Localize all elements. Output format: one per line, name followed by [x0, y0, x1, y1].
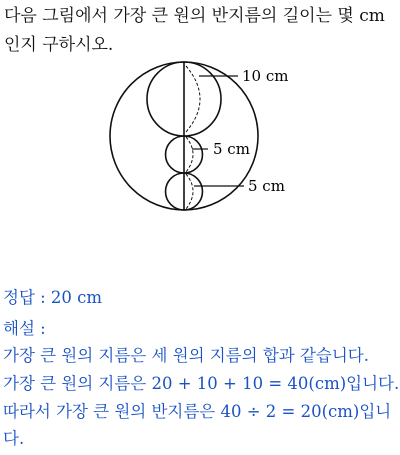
label-5cm-upper: 5 cm — [213, 140, 250, 158]
explanation-line-3: 따라서 가장 큰 원의 반지름은 40 ÷ 2 = 20(cm)입니 — [3, 402, 392, 421]
explanation-heading: 해설 : — [3, 319, 46, 338]
explanation-line-3-cont: 다. — [3, 429, 25, 448]
explanation-line-1: 가장 큰 원의 지름은 세 원의 지름의 합과 같습니다. — [3, 346, 369, 365]
question-text: 다음 그림에서 가장 큰 원의 반지름의 길이는 몇 cm 인지 구하시오. — [4, 6, 385, 55]
circles-figure — [0, 58, 400, 218]
radius-arc-5cm-upper — [186, 137, 193, 172]
radius-arc-10cm — [186, 66, 200, 132]
label-10cm: 10 cm — [242, 67, 289, 85]
label-5cm-lower: 5 cm — [248, 177, 285, 195]
explanation-line-2: 가장 큰 원의 지름은 20 + 10 + 10 = 40(cm)입니다. — [3, 374, 400, 393]
radius-arc-5cm-lower — [186, 174, 193, 209]
answer-line: 정답 : 20 cm — [3, 288, 103, 307]
